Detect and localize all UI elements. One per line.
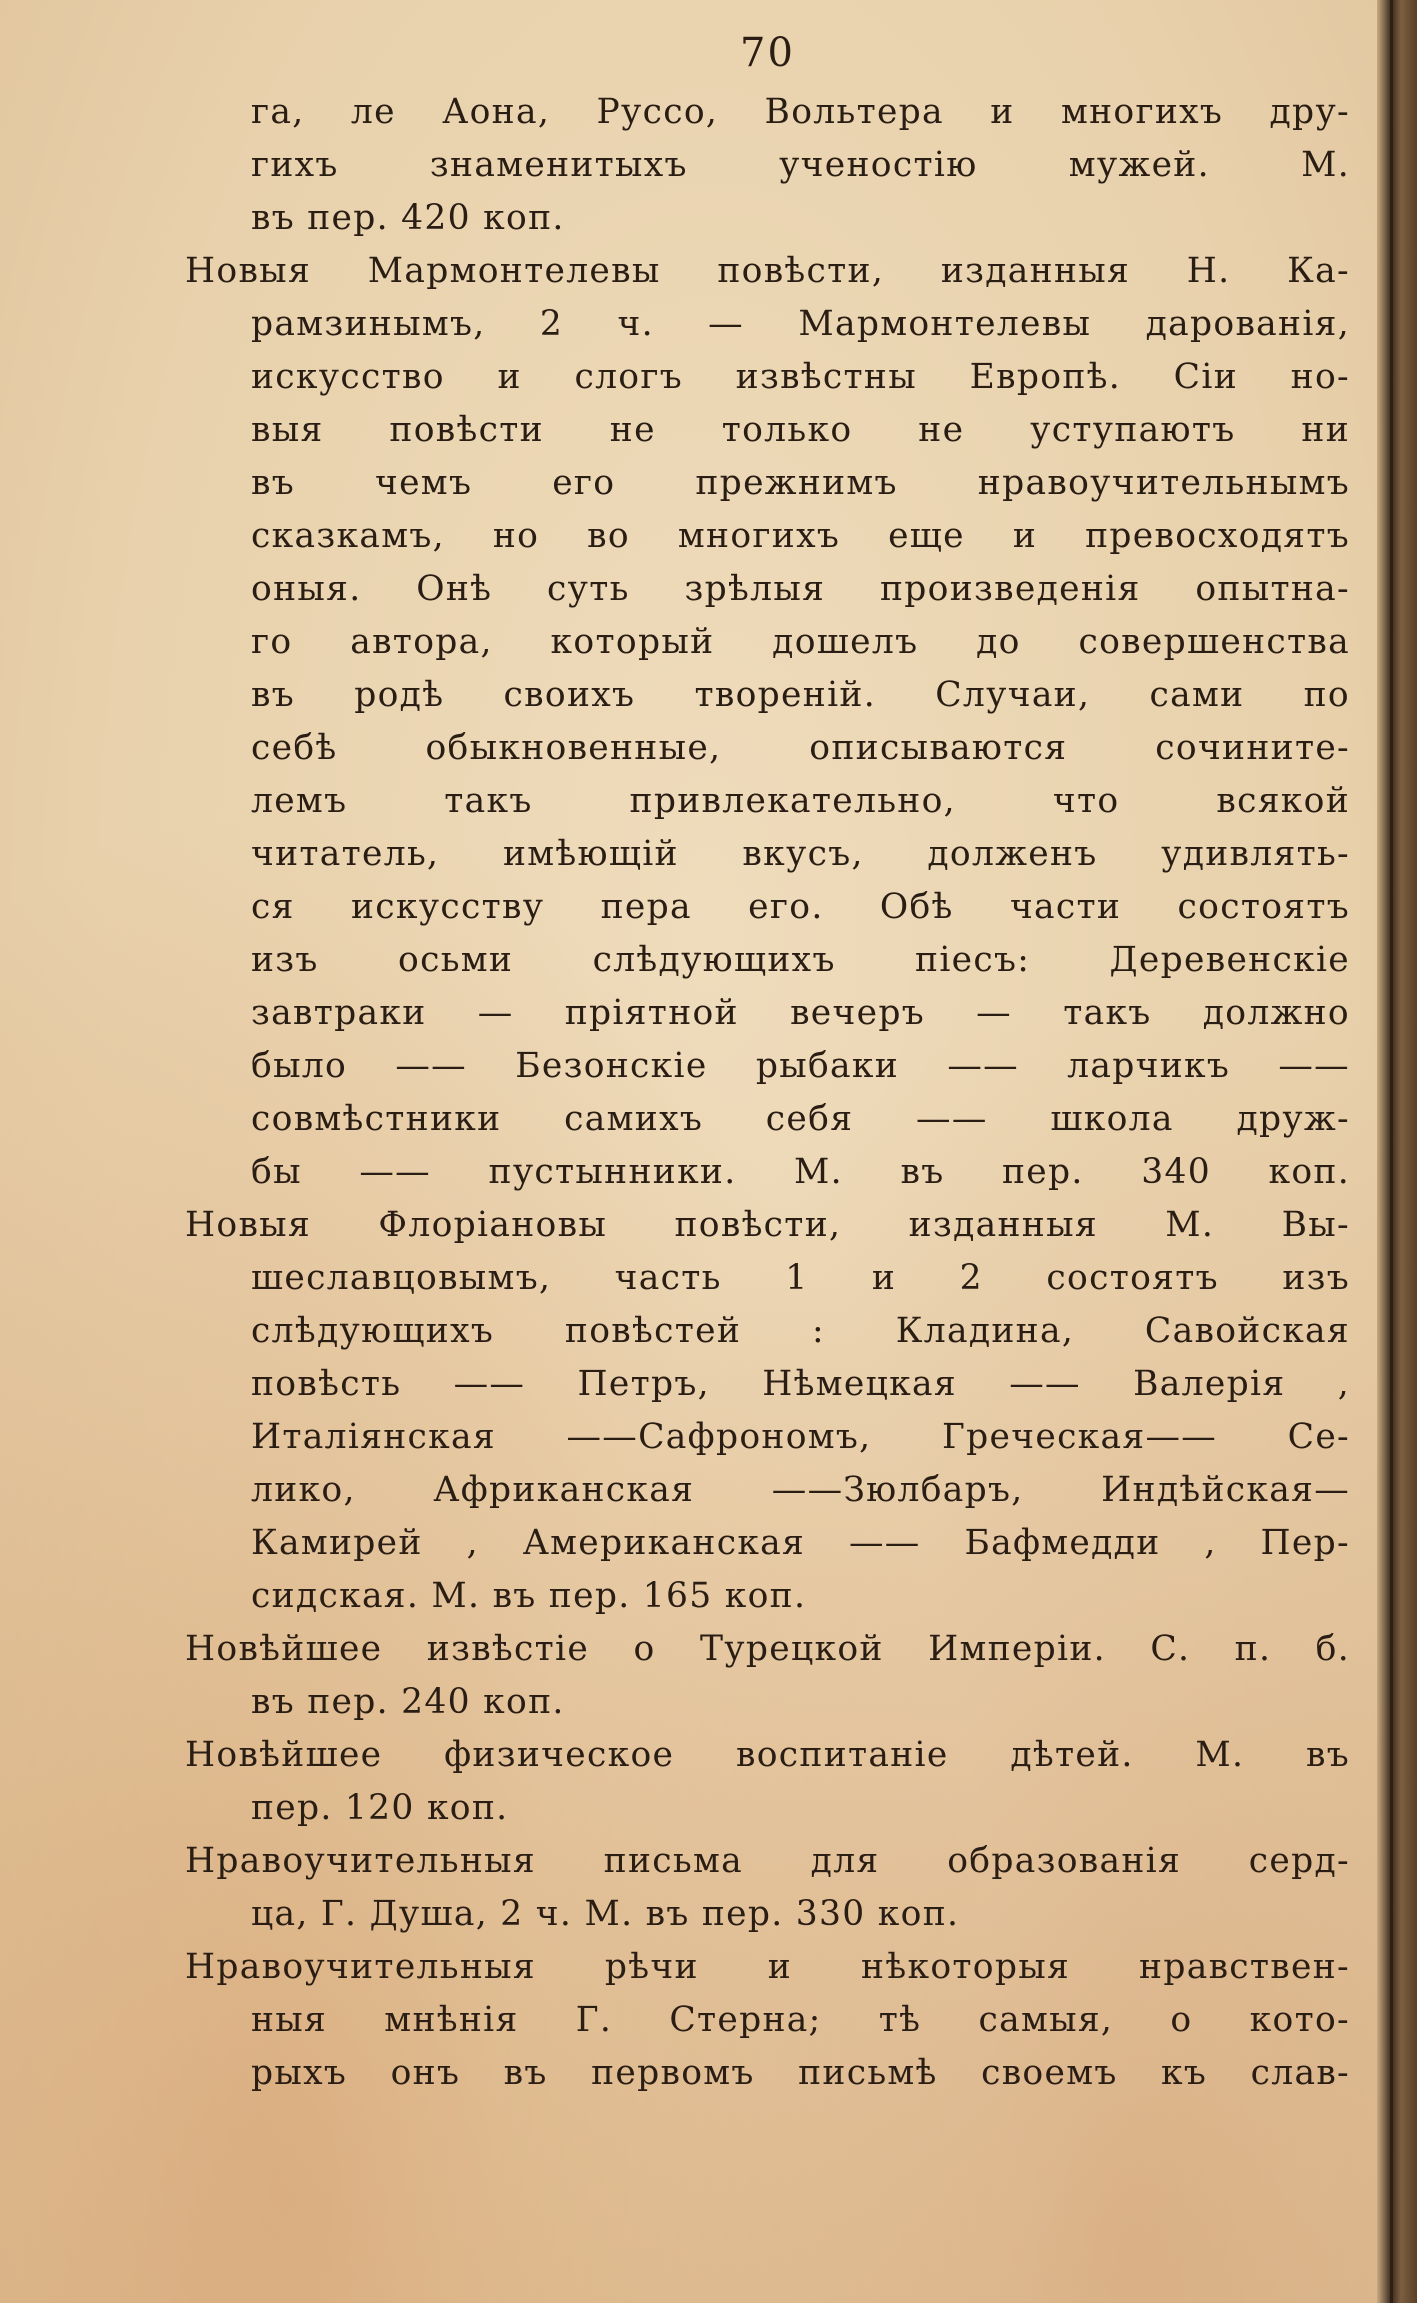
text-line: пер. 120 коп. <box>251 1788 509 1828</box>
text-line: рамзинымъ, 2 ч. — Мармонтелевы дарованія, <box>251 304 1350 344</box>
text-line: ся искусству пера его. Обѣ части состоятъ <box>251 887 1350 927</box>
catalog-entry <box>185 86 1350 245</box>
catalog-entry <box>185 1835 1350 1941</box>
text-line: оныя. Онѣ суть зрѣлыя произведенія опытна- <box>251 569 1350 609</box>
entry-first-line: Нравоучительныя письма для образованія серд- <box>185 1841 1350 1881</box>
text-line: гихъ знаменитыхъ ученостію мужей. М. <box>251 145 1350 185</box>
text-line: га, ле Аона, Руссо, Вольтера и многихъ дру- <box>251 92 1350 132</box>
text-line: изъ осьми слѣдующихъ піесъ: Деревенскіе <box>251 940 1350 980</box>
text-line: завтраки — пріятной вечеръ — такъ должно <box>251 993 1350 1033</box>
text-line: повѣсть —— Петръ, Нѣмецкая —— Валерія , <box>251 1364 1350 1404</box>
text-line: ныя мнѣнія Г. Стерна; тѣ самыя, о кото- <box>251 2000 1350 2040</box>
text-line: шеславцовымъ, часть 1 и 2 состоятъ изъ <box>251 1258 1350 1298</box>
entry-first-line: Новѣйшее физическое воспитаніе дѣтей. М. въ <box>185 1735 1350 1775</box>
text-line: себѣ обыкновенные, описываются сочините- <box>251 728 1350 768</box>
text-line: лемъ такъ привлекательно, что всякой <box>251 781 1350 821</box>
book-spine <box>1377 0 1417 2303</box>
text-line: было —— Безонскіе рыбаки —— ларчикъ —— <box>251 1046 1350 1086</box>
text-line: выя повѣсти не только не уступаютъ ни <box>251 410 1350 450</box>
text-line: въ родѣ своихъ твореній. Случаи, сами по <box>251 675 1350 715</box>
text-line: искусство и слогъ извѣстны Европѣ. Сіи но- <box>251 357 1350 397</box>
text-line: въ пер. 420 коп. <box>251 198 565 238</box>
catalog-entry <box>185 245 1350 1199</box>
text-line: ца, Г. Душа, 2 ч. М. въ пер. 330 коп. <box>251 1894 960 1934</box>
entry-first-line: Новыя Флоріановы повѣсти, изданныя М. Вы- <box>185 1205 1350 1245</box>
text-line: совмѣстники самихъ себя —— школа друж- <box>251 1099 1350 1139</box>
text-line: го автора, который дошелъ до совершенства <box>251 622 1350 662</box>
catalog-text <box>185 86 1350 2100</box>
text-line: сидская. М. въ пер. 165 коп. <box>251 1576 807 1616</box>
entry-first-line: Новѣйшее извѣстіе о Турецкой Имперіи. С. п. б. <box>185 1629 1350 1669</box>
text-line: Италіянская ——Сафрономъ, Греческая—— Се- <box>251 1417 1350 1457</box>
page-edge-line <box>1390 0 1393 2303</box>
catalog-entry <box>185 1941 1350 2100</box>
text-line: въ пер. 240 коп. <box>251 1682 565 1722</box>
catalog-entry <box>185 1199 1350 1623</box>
catalog-entry <box>185 1623 1350 1729</box>
text-line: въ чемъ его прежнимъ нравоучительнымъ <box>251 463 1350 503</box>
page-number: 70 <box>740 30 795 76</box>
catalog-entry <box>185 1729 1350 1835</box>
text-line: читатель, имѣющій вкусъ, долженъ удивлять- <box>251 834 1350 874</box>
text-line: бы —— пустынники. М. въ пер. 340 коп. <box>251 1152 1350 1192</box>
text-line: рыхъ онъ въ первомъ письмѣ своемъ къ слав- <box>251 2053 1350 2093</box>
text-line: слѣдующихъ повѣстей : Кладина, Савойская <box>251 1311 1350 1351</box>
text-line: Камирей , Американская —— Бафмедди , Пер- <box>251 1523 1350 1563</box>
text-line: сказкамъ, но во многихъ еще и превосходятъ <box>251 516 1350 556</box>
text-line: лико, Африканская ——Зюлбаръ, Индѣйская— <box>251 1470 1350 1510</box>
entry-first-line: Нравоучительныя рѣчи и нѣкоторыя нравствен- <box>185 1947 1350 1987</box>
entry-first-line: Новыя Мармонтелевы повѣсти, изданныя Н. Ка- <box>185 251 1350 291</box>
